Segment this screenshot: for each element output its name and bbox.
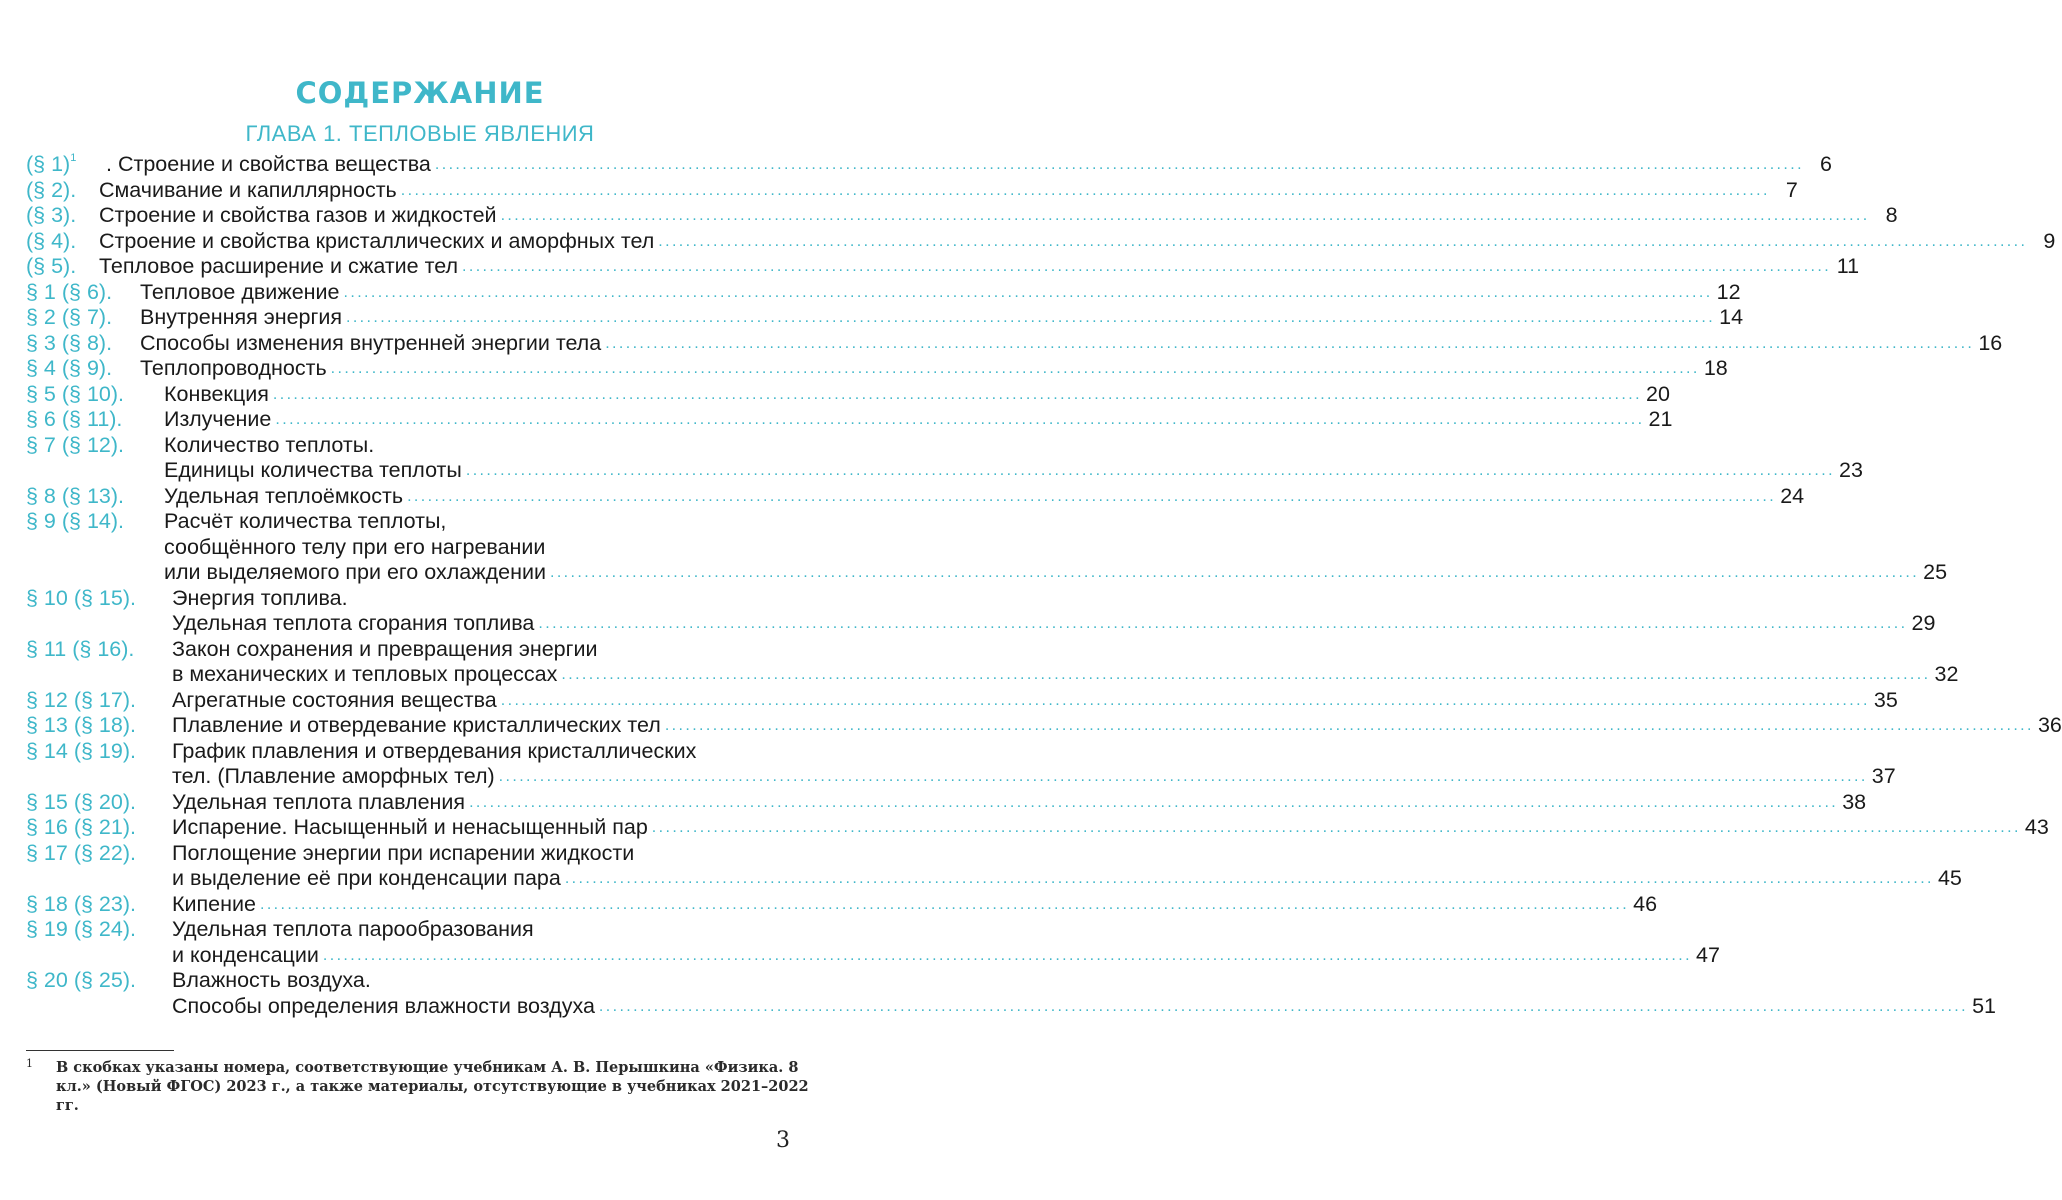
toc-paragraph-number (26, 739, 136, 765)
dot-leader: ........................................................................................................................................................................................................ (538, 615, 1908, 632)
toc-page-number: 11 (1836, 254, 1860, 278)
toc-paragraph-number (26, 178, 76, 204)
paragraph-number-text: § 11 (§ 16). (26, 636, 135, 661)
dot-leader: ........................................................................................................................................................................................................ (434, 156, 1804, 173)
dot-leader: ........................................................................................................................................................................................................ (407, 487, 1777, 505)
toc-row (26, 942, 1720, 969)
toc-page-number: 9 (2043, 228, 2056, 253)
paragraph-number-text: § 9 (§ 14). (26, 509, 124, 533)
toc-paragraph-number (26, 356, 112, 382)
toc-row (26, 305, 1744, 331)
toc-row (26, 739, 806, 765)
toc-row (26, 330, 2003, 357)
dot-leader: ........................................................................................................................................................................................................ (651, 819, 2021, 836)
toc-row (26, 815, 2049, 841)
paragraph-number-text: § 6 (§ 11). (26, 407, 123, 431)
footnote-reference: 1 (70, 152, 77, 164)
toc-page-number: 32 (1934, 662, 1959, 686)
paragraph-number-text: § 19 (§ 24). (26, 917, 136, 941)
toc-row (26, 458, 1863, 484)
dot-leader: ........................................................................................................................................................................................................ (564, 870, 1934, 887)
toc-line (140, 330, 2003, 357)
toc-entry-title: Плавление и отвердевание кристаллических тел (172, 713, 661, 737)
toc-page-number: 43 (2024, 815, 2049, 839)
toc-line (164, 407, 1673, 433)
toc-row (26, 228, 2056, 255)
dot-leader: ........................................................................................................................................................................................................ (259, 895, 1630, 913)
toc-row (26, 509, 806, 535)
toc-entry-title: Количество теплоты. (164, 432, 375, 457)
toc-line (164, 560, 1948, 586)
footnote-divider (26, 1050, 174, 1051)
toc-entry-title: Излучение (164, 407, 272, 431)
toc-row (26, 279, 1741, 306)
toc-paragraph-number (26, 713, 136, 739)
toc-row (26, 586, 806, 612)
toc-entry-title: Способы изменения внутренней энергии тела (140, 330, 602, 355)
toc-page-number: 25 (1923, 560, 1948, 584)
toc-row (26, 203, 1898, 229)
paragraph-number-text: § 3 (§ 8). (26, 330, 113, 355)
toc-paragraph-number (26, 305, 112, 331)
dot-leader: ........................................................................................................................................................................................................ (400, 181, 1770, 199)
toc-row (26, 891, 1658, 918)
dot-leader: ........................................................................................................................................................................................................ (605, 334, 1975, 352)
table-of-contents (26, 152, 2062, 1019)
toc-row (26, 611, 1936, 637)
toc-line (172, 917, 806, 943)
toc-entry-title: Поглощение энергии при испарении жидкости (172, 840, 635, 865)
toc-page-number: 23 (1839, 458, 1863, 482)
toc-row (26, 177, 1798, 204)
toc-entry-title: Испарение. Насыщенный и ненасыщенный пар (172, 815, 648, 839)
toc-line (172, 942, 1720, 969)
toc-paragraph-number (26, 433, 124, 459)
footnote (26, 1058, 816, 1115)
toc-page-number: 6 (1819, 152, 1832, 176)
toc-line (172, 662, 1959, 688)
footnote-mark: 1 (26, 1057, 33, 1070)
toc-page-number: 14 (1719, 305, 1744, 329)
toc-line (172, 713, 2062, 739)
toc-line (140, 279, 1741, 306)
toc-paragraph-number (26, 790, 136, 816)
dot-leader: ........................................................................................................................................................................................................ (498, 768, 1868, 785)
dot-leader: ........................................................................................................................................................................................................ (658, 232, 2028, 250)
toc-paragraph-number (26, 407, 122, 433)
toc-entry-title: Тепловое расширение и сжатие тел (99, 254, 459, 278)
toc-page-number: 16 (1978, 330, 2003, 355)
toc-row (26, 254, 1860, 280)
toc-paragraph-number (26, 688, 136, 714)
toc-line (99, 228, 2056, 255)
paragraph-number-text: (§ 3). (26, 203, 77, 227)
toc-line (172, 866, 1962, 892)
toc-entry-title: Расчёт количества теплоты, (164, 509, 447, 533)
toc-row (26, 433, 806, 459)
toc-line (172, 891, 1658, 918)
toc-line (164, 535, 806, 561)
paragraph-number-text: (§ 4). (26, 228, 77, 253)
dot-leader: ........................................................................................................................................................................................................ (343, 283, 1713, 301)
toc-entry-title: Конвекция (164, 381, 269, 406)
dot-leader: ........................................................................................................................................................................................................ (465, 462, 1835, 479)
paragraph-number-text: § 10 (§ 15). (26, 585, 136, 610)
toc-entry-title: Удельная теплота парообразования (172, 917, 534, 941)
toc-line (164, 483, 1805, 510)
chapter-heading: ГЛАВА 1. ТЕПЛОВЫЕ ЯВЛЕНИЯ (245, 121, 595, 146)
toc-line (172, 611, 1936, 637)
toc-page-number: 8 (1885, 203, 1898, 227)
paragraph-number-text: § 4 (§ 9). (26, 356, 113, 380)
dot-leader: ........................................................................................................................................................................................................ (561, 666, 1931, 683)
toc-page-number: 36 (2037, 713, 2062, 737)
dot-leader: ........................................................................................................................................................................................................ (345, 309, 1716, 326)
toc-row (26, 637, 806, 663)
page-title: СОДЕРЖАНИЕ (295, 76, 545, 110)
toc-entry-title: Строение и свойства газов и жидкостей (99, 203, 497, 227)
toc-paragraph-number (26, 815, 136, 841)
toc-page-number: 37 (1871, 764, 1896, 788)
toc-row (26, 687, 1898, 714)
toc-row (26, 560, 1948, 586)
dot-leader: ........................................................................................................................................................................................................ (275, 411, 1645, 428)
paragraph-number-text: § 13 (§ 18). (26, 713, 136, 737)
toc-page-number: 12 (1716, 279, 1741, 304)
toc-row (26, 381, 1670, 408)
toc-paragraph-number (26, 152, 76, 178)
toc-page-number: 38 (1842, 789, 1867, 814)
paragraph-number-text: § 17 (§ 22). (26, 840, 136, 865)
toc-paragraph-number (26, 229, 76, 255)
toc-row (26, 968, 806, 994)
toc-entry-title: Агрегатные состояния вещества (172, 687, 497, 712)
toc-paragraph-number (26, 917, 136, 943)
toc-entry-title: Внутренняя энергия (140, 305, 342, 329)
toc-row (26, 866, 1962, 892)
toc-paragraph-number (26, 280, 112, 306)
paragraph-number-text: § 18 (§ 23). (26, 891, 136, 916)
toc-entry-title: Закон сохранения и превращения энергии (172, 636, 598, 661)
toc-paragraph-number (26, 968, 136, 994)
toc-paragraph-number (26, 382, 124, 408)
toc-line (140, 305, 1744, 331)
toc-row (26, 483, 1805, 510)
toc-entry-title: тел. (Плавление аморфных тел) (172, 764, 495, 788)
toc-entry-title: Способы определения влажности воздуха (172, 993, 595, 1018)
toc-line (99, 254, 1860, 280)
toc-entry-title: или выделяемого при его охлаждении (164, 560, 546, 584)
toc-line (172, 586, 806, 612)
toc-line (99, 177, 1798, 204)
toc-entry-title: . Строение и свойства вещества (106, 152, 431, 176)
toc-row (26, 713, 2062, 739)
toc-row (26, 789, 1867, 816)
toc-page-number: 20 (1646, 381, 1670, 406)
toc-line (99, 203, 1898, 229)
toc-entry-title: в механических и тепловых процессах (172, 662, 558, 686)
paragraph-number-text: § 20 (§ 25). (26, 968, 136, 992)
toc-row (26, 841, 806, 867)
toc-row (26, 535, 806, 561)
paragraph-number-text: (§ 1) (26, 152, 71, 176)
toc-entry-title: График плавления и отвердевания кристаллических (172, 738, 697, 763)
paragraph-number-text: § 2 (§ 7). (26, 305, 113, 329)
toc-entry-title: Влажность воздуха. (172, 968, 371, 992)
dot-leader: ........................................................................................................................................................................................................ (500, 207, 1870, 224)
toc-row (26, 764, 1896, 790)
toc-entry-title: Единицы количества теплоты (164, 458, 462, 482)
toc-line (164, 509, 806, 535)
toc-line (172, 687, 1898, 714)
toc-entry-title: Теплопроводность (140, 356, 327, 380)
toc-page-number: 47 (1696, 942, 1720, 967)
toc-row (26, 152, 1832, 178)
dot-leader: ........................................................................................................................................................................................................ (598, 997, 1968, 1015)
paragraph-number-text: § 5 (§ 10). (26, 381, 124, 406)
toc-page-number: 46 (1633, 891, 1658, 916)
toc-line (140, 356, 1728, 382)
toc-line (164, 458, 1863, 484)
toc-entry-title: Тепловое движение (140, 279, 340, 304)
toc-entry-title: Энергия топлива. (172, 585, 348, 610)
dot-leader: ........................................................................................................................................................................................................ (330, 360, 1700, 377)
toc-entry-title: Строение и свойства кристаллических и аморфных тел (99, 228, 655, 253)
paragraph-number-text: § 15 (§ 20). (26, 789, 136, 814)
dot-leader: ........................................................................................................................................................................................................ (272, 385, 1642, 403)
toc-line (164, 381, 1670, 408)
toc-page-number: 51 (1972, 993, 1996, 1018)
toc-paragraph-number (26, 509, 124, 535)
toc-line (172, 993, 1996, 1020)
toc-entry-title: Удельная теплота плавления (172, 789, 466, 814)
toc-entry-title: сообщённого телу при его нагревании (164, 534, 546, 559)
toc-page-number: 18 (1703, 356, 1728, 380)
toc-page-number: 7 (1785, 177, 1798, 202)
toc-paragraph-number (26, 892, 136, 918)
toc-page-number: 35 (1873, 687, 1898, 712)
dot-leader: ........................................................................................................................................................................................................ (664, 717, 2034, 734)
dot-leader: ........................................................................................................................................................................................................ (500, 691, 1870, 709)
toc-row (26, 917, 806, 943)
toc-entry-title: Смачивание и капиллярность (99, 177, 397, 202)
paragraph-number-text: (§ 2). (26, 177, 77, 202)
toc-paragraph-number (26, 203, 76, 229)
toc-line (172, 764, 1896, 790)
toc-paragraph-number (26, 331, 112, 357)
dot-leader: ........................................................................................................................................................................................................ (322, 946, 1692, 964)
toc-row (26, 993, 1996, 1020)
toc-entry-title: и конденсации (172, 942, 319, 967)
toc-row (26, 356, 1728, 382)
toc-paragraph-number (26, 637, 134, 663)
toc-entry-title: Удельная теплота сгорания топлива (172, 611, 535, 635)
toc-entry-title: Кипение (172, 891, 256, 916)
toc-line (172, 739, 806, 765)
toc-page-number: 29 (1911, 611, 1936, 635)
paragraph-number-text: § 14 (§ 19). (26, 738, 136, 763)
paragraph-number-text: (§ 5). (26, 254, 77, 278)
paragraph-number-text: § 1 (§ 6). (26, 279, 113, 304)
toc-line (172, 841, 806, 867)
toc-line (164, 433, 806, 459)
paragraph-number-text: § 8 (§ 13). (26, 483, 124, 508)
paragraph-number-text: § 16 (§ 21). (26, 815, 136, 839)
toc-line (172, 789, 1867, 816)
toc-line (172, 637, 806, 663)
toc-paragraph-number (26, 841, 136, 867)
toc-page-number: 45 (1937, 866, 1962, 890)
paragraph-number-text: § 7 (§ 12). (26, 432, 124, 457)
page-number: 3 (776, 1128, 790, 1153)
toc-entry-title: и выделение её при конденсации пара (172, 866, 561, 890)
toc-row (26, 407, 1673, 433)
toc-page-number: 21 (1648, 407, 1673, 431)
toc-paragraph-number (26, 484, 124, 510)
dot-leader: ........................................................................................................................................................................................................ (469, 793, 1839, 811)
toc-page-number: 24 (1780, 483, 1805, 508)
paragraph-number-text: § 12 (§ 17). (26, 687, 136, 712)
toc-entry-title: Удельная теплоёмкость (164, 483, 404, 508)
dot-leader: ........................................................................................................................................................................................................ (462, 258, 1832, 275)
toc-paragraph-number (26, 254, 76, 280)
dot-leader: ........................................................................................................................................................................................................ (549, 564, 1920, 581)
footnote-text: В скобках указаны номера, соответствующие учебникам А. В. Перышкина «Физика. 8 кл.» (Новый ФГОС) 2023 г., а также материалы, отсутствующие в учебниках 2021–2022 гг. (56, 1059, 809, 1114)
toc-paragraph-number (26, 586, 136, 612)
toc-line (172, 815, 2049, 841)
toc-line (172, 968, 806, 994)
toc-line (106, 152, 1832, 178)
toc-row (26, 662, 1959, 688)
